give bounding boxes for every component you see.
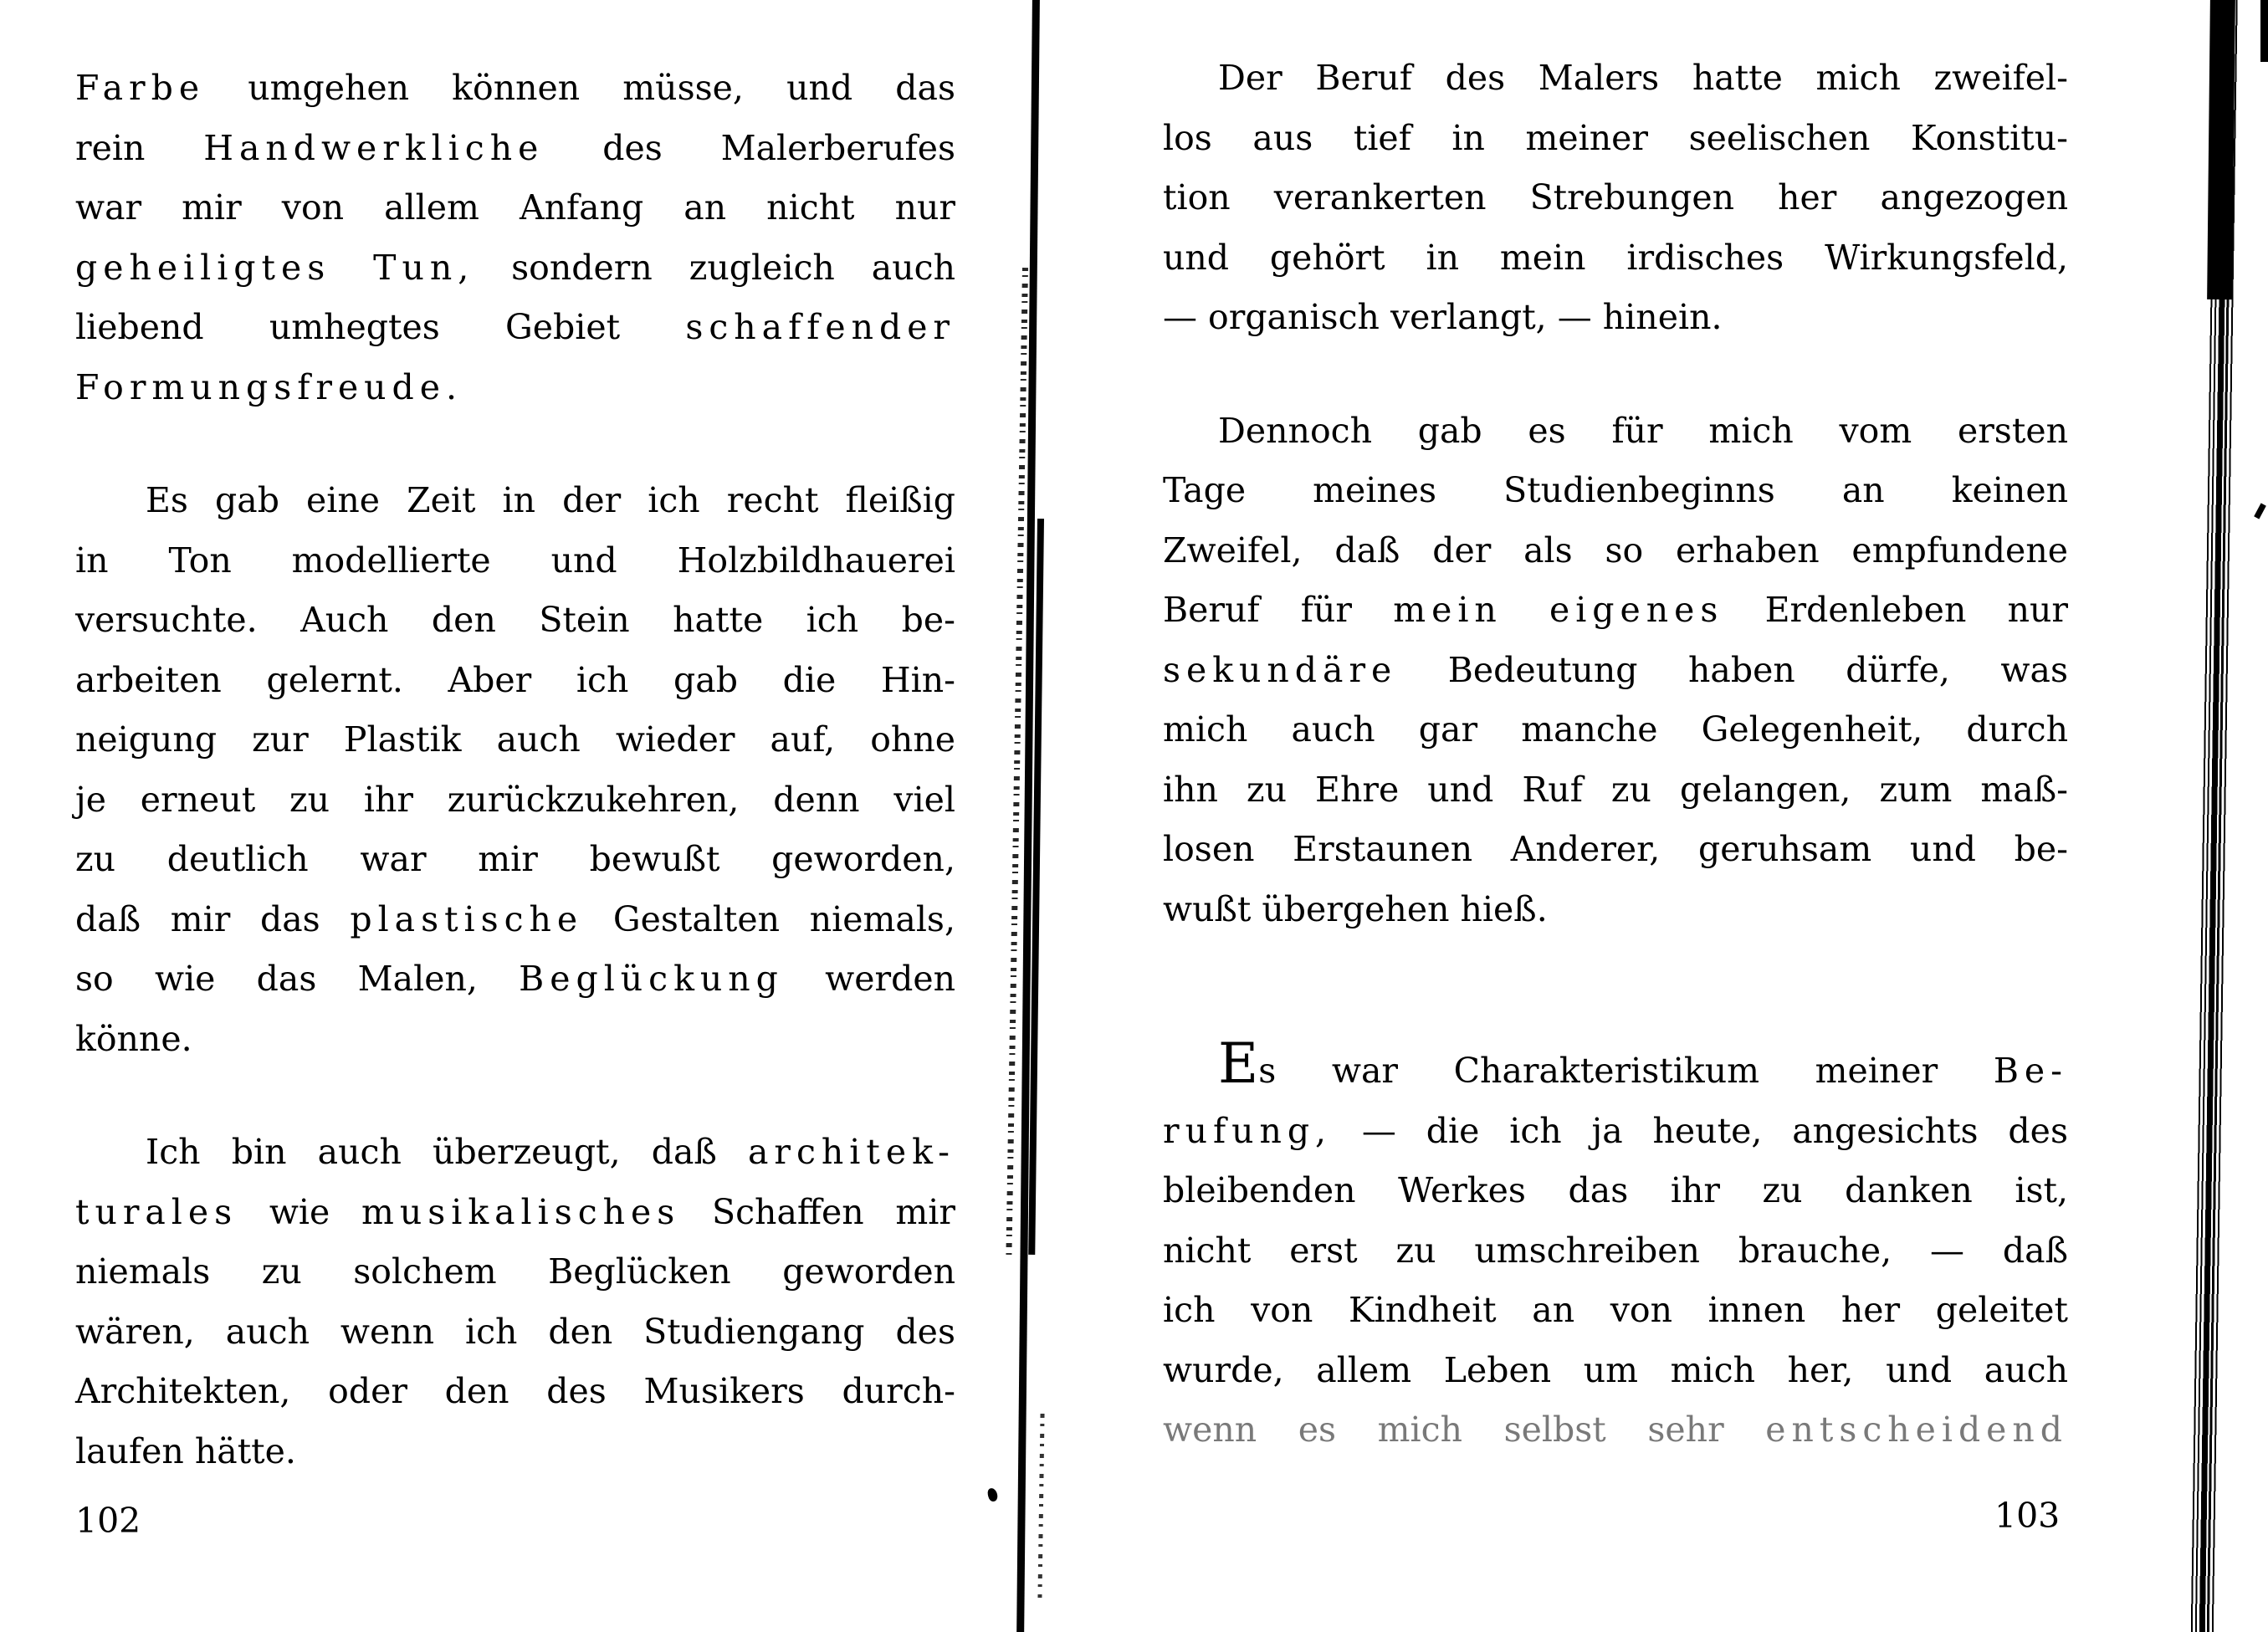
emphasized-text: architek- — [748, 1132, 955, 1172]
paragraph — [1163, 402, 2068, 940]
text-line — [75, 298, 955, 358]
text-line — [75, 1422, 955, 1482]
body-text: wußt übergehen hieß. — [1163, 888, 1548, 929]
body-text: wurde, allem Leben um mich her, und auch — [1163, 1349, 2068, 1390]
body-text: umgehen können müsse, und das — [205, 68, 955, 108]
body-text: und gehört in mein irdisches Wirkungsfeld, — [1163, 237, 2068, 278]
body-text: bleibenden Werkes das ihr zu danken ist, — [1163, 1170, 2068, 1210]
text-line — [75, 949, 955, 1010]
body-text: Der Beruf des Malers hatte mich zweifel- — [1218, 58, 2068, 98]
body-text: Dennoch gab es für mich vom ersten — [1218, 410, 2068, 451]
body-text: so wie das Malen, — [75, 959, 520, 999]
emphasized-text: geheiligtes Tun, — [75, 247, 475, 288]
emphasized-text: plastische — [350, 898, 584, 939]
text-line — [1163, 581, 2068, 641]
text-line — [75, 238, 955, 299]
body-text: Tage meines Studienbeginns an keinen — [1163, 470, 2068, 510]
text-line — [1163, 1341, 2068, 1401]
body-text: ihn zu Ehre und Ruf zu gelangen, zum maß- — [1163, 769, 2068, 810]
body-text: liebend umhegtes Gebiet — [75, 307, 686, 347]
text-line — [1163, 168, 2068, 228]
body-text: tion verankerten Strebungen her angezogen — [1163, 177, 2068, 217]
text-line — [75, 178, 955, 238]
body-text: wären, auch wenn ich den Studiengang des — [75, 1311, 955, 1352]
text-line — [75, 890, 955, 950]
text-line — [75, 591, 955, 651]
emphasized-text: Formungsfreude. — [75, 366, 463, 407]
body-text: neigung zur Plastik auch wieder auf, ohne — [75, 719, 955, 760]
text-line — [1163, 1102, 2068, 1162]
body-text: mich auch gar manche Gelegenheit, durch — [1163, 709, 2068, 749]
text-line — [75, 59, 955, 119]
paragraph — [75, 59, 955, 417]
body-text: versuchte. Auch den Stein hatte ich be- — [75, 600, 955, 640]
ink-speck — [986, 1487, 998, 1502]
body-text: könne. — [75, 1018, 192, 1059]
text-line — [75, 1302, 955, 1363]
emphasized-text: entscheidend — [1765, 1409, 2068, 1450]
body-text: sondern zugleich auch — [474, 247, 955, 288]
text-line — [1163, 641, 2068, 701]
emphasized-text: Beglückung — [519, 959, 784, 999]
body-text: war mir von allem Anfang an nicht nur — [75, 187, 955, 228]
text-line — [1163, 700, 2068, 760]
body-text: werden — [783, 959, 956, 999]
text-line — [75, 651, 955, 711]
body-text: wenn es mich selbst sehr — [1163, 1409, 1766, 1450]
text-line — [75, 471, 955, 531]
body-text: nicht erst zu umschreiben brauche, — daß — [1163, 1230, 2068, 1271]
emphasized-text: rufung, — [1163, 1110, 1333, 1151]
body-text: los aus tief in meiner seelischen Konstitu- — [1163, 117, 2068, 158]
text-line — [1163, 880, 2068, 940]
text-line — [75, 358, 955, 418]
text-line — [1163, 521, 2068, 581]
emphasized-text: sekundäre — [1163, 649, 1398, 690]
body-text: losen Erstaunen Anderer, geruhsam und be- — [1163, 829, 2068, 869]
body-text: je erneut zu ihr zurückzukehren, denn viel — [75, 779, 955, 820]
body-text: des Malerberufes — [544, 127, 955, 168]
body-text: zu deutlich war mir bewußt geworden, — [75, 839, 955, 879]
text-line — [75, 1010, 955, 1070]
body-text: Bedeutung haben dürfe, was — [1397, 649, 2068, 690]
text-line — [1163, 49, 2068, 109]
text-line — [1163, 109, 2068, 169]
body-text: laufen hätte. — [75, 1430, 296, 1471]
text-line — [75, 1242, 955, 1302]
text-line — [75, 119, 955, 179]
body-text: wie — [238, 1191, 362, 1232]
text-line — [75, 1123, 955, 1183]
text-line — [75, 1183, 955, 1243]
body-text: Es gab eine Zeit in der ich recht fleißig — [146, 480, 955, 520]
text-line — [1163, 288, 2068, 348]
right-page-number: 103 — [1994, 1496, 2061, 1536]
body-text: Ich bin auch überzeugt, daß — [146, 1132, 749, 1172]
paragraph — [75, 471, 955, 1069]
emphasized-text: musikalisches — [361, 1191, 681, 1232]
text-line — [1163, 820, 2068, 880]
emphasized-text: turales — [75, 1191, 238, 1232]
text-line — [1163, 760, 2068, 821]
text-line — [75, 1362, 955, 1422]
text-line — [1163, 1281, 2068, 1341]
body-text: daß mir das — [75, 898, 351, 939]
text-line — [75, 531, 955, 591]
body-text: Beruf für — [1163, 590, 1394, 630]
body-text: Architekten, oder den des Musikers durch- — [75, 1371, 955, 1411]
body-text: — organisch verlangt, — hinein. — [1163, 297, 1723, 337]
emphasized-text: Handwerkliche — [203, 127, 545, 168]
right-page-text-block — [1163, 49, 2068, 1461]
paragraph — [75, 1123, 955, 1481]
edge-tick-mark — [2254, 503, 2266, 519]
binding-speckle-streak-lower — [1037, 1414, 1044, 1598]
body-text: rein — [75, 127, 204, 168]
page-edge-dark-blob — [2207, 0, 2235, 299]
drop-cap: E — [1218, 1031, 1259, 1096]
text-line — [1163, 1221, 2068, 1282]
text-line — [1163, 228, 2068, 289]
body-text: Gestalten niemals, — [583, 898, 955, 939]
text-line — [1163, 402, 2068, 462]
paragraph — [1163, 1031, 2068, 1461]
text-line — [1163, 1161, 2068, 1221]
emphasized-text: mein eigenes — [1393, 590, 1724, 630]
text-line — [75, 770, 955, 831]
emphasized-text: schaffender — [685, 307, 955, 347]
body-text: niemals zu solchem Beglücken geworden — [75, 1251, 955, 1292]
left-page-text-block — [75, 59, 955, 1481]
body-text: Schaffen mir — [680, 1191, 955, 1232]
emphasized-text: Farbe — [75, 68, 206, 108]
body-text: in Ton modellierte und Holzbildhauerei — [75, 540, 955, 581]
corner-edge-mark — [2260, 0, 2268, 62]
text-line — [75, 710, 955, 770]
body-text: arbeiten gelernt. Aber ich gab die Hin- — [75, 659, 955, 700]
body-text: Zweifel, daß der als so erhaben empfundene — [1163, 530, 2068, 570]
text-line — [1163, 1400, 2068, 1461]
body-text: — die ich ja heute, angesichts des — [1332, 1110, 2068, 1151]
paragraph — [1163, 49, 2068, 348]
left-page-number: 102 — [75, 1501, 141, 1541]
text-line — [1163, 461, 2068, 521]
body-text: Erdenleben nur — [1723, 590, 2068, 630]
emphasized-text: Be- — [1993, 1051, 2068, 1091]
body-text: ich von Kindheit an von innen her geleitet — [1163, 1290, 2068, 1330]
text-line — [1163, 1031, 2068, 1102]
text-line — [75, 830, 955, 890]
body-text: s war Charakteristikum meiner — [1258, 1051, 1994, 1091]
